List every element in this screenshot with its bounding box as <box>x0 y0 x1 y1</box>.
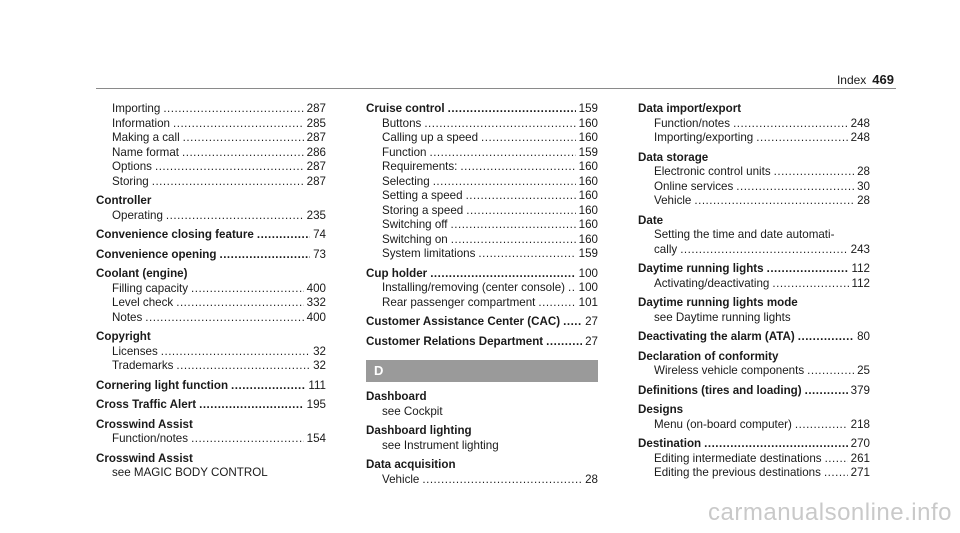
index-entry <box>366 102 598 117</box>
page-reference: 270 <box>850 437 870 450</box>
page-reference: 154 <box>306 432 326 445</box>
dot-leader <box>733 117 848 132</box>
index-subentry <box>96 359 326 374</box>
page-reference: 286 <box>306 145 326 159</box>
index-subentry <box>366 439 598 454</box>
page-number: 469 <box>872 72 894 87</box>
index-entry <box>638 151 870 166</box>
entry-label: Setting the time and date automati- <box>654 228 835 241</box>
entry-label: Function <box>382 145 427 159</box>
entry-label: Editing the previous destinations <box>654 466 821 479</box>
index-entry <box>96 267 326 282</box>
page-reference: 112 <box>851 262 870 275</box>
entry-label: Operating <box>112 208 163 222</box>
page-reference: 111 <box>308 378 326 392</box>
index-entry <box>96 228 326 243</box>
dot-leader <box>680 243 847 258</box>
entry-label: Crosswind Assist <box>96 417 193 431</box>
entry-label: Options <box>112 160 152 173</box>
index-subentry <box>638 452 870 467</box>
index-entry <box>638 403 870 418</box>
entry-label: Name format <box>112 145 180 159</box>
index-subentry <box>366 218 598 233</box>
entry-label: Editing intermediate destinations <box>654 451 822 465</box>
page-reference: 28 <box>585 472 598 486</box>
index-subentry <box>96 296 326 311</box>
index-subentry <box>638 117 870 132</box>
entry-label: Vehicle <box>654 194 692 207</box>
page-reference: 27 <box>585 315 598 328</box>
entry-label: Level check <box>112 296 174 309</box>
index-entry <box>366 315 598 330</box>
page-reference: 160 <box>578 218 598 231</box>
dot-leader <box>161 345 310 360</box>
index-column-2 <box>366 102 598 487</box>
entry-label: Notes <box>112 310 143 324</box>
dot-leader <box>807 364 854 379</box>
index-entry <box>638 350 870 365</box>
index-subentry <box>366 233 598 248</box>
entry-label: Function/notes <box>654 116 731 130</box>
entry-label: Calling up a speed <box>382 131 479 144</box>
index-subentry <box>366 281 598 296</box>
index-entry <box>638 330 870 345</box>
index-subentry <box>366 131 598 146</box>
index-entry <box>366 458 598 473</box>
index-subentry <box>366 146 598 161</box>
entry-label: Making a call <box>112 131 180 144</box>
dot-leader <box>191 432 304 447</box>
letter-heading-d: D <box>366 360 598 382</box>
entry-label: Crosswind Assist <box>96 451 193 465</box>
page-reference: 28 <box>857 165 870 178</box>
dot-leader <box>163 102 303 117</box>
dot-leader <box>568 281 576 296</box>
dot-leader <box>191 282 304 297</box>
header-rule <box>96 88 896 89</box>
dot-leader <box>145 311 303 326</box>
index-entry <box>638 262 870 277</box>
dot-leader <box>736 180 854 195</box>
page-reference: 248 <box>850 116 870 130</box>
index-entry <box>366 390 598 405</box>
index-subentry <box>366 189 598 204</box>
entry-label: Licenses <box>112 344 158 358</box>
index-entry <box>638 384 870 399</box>
entry-label: Vehicle <box>382 472 420 486</box>
page-reference: 159 <box>578 102 598 115</box>
dot-leader <box>774 165 854 180</box>
entry-label: Activating/deactivating <box>654 276 770 290</box>
page-reference: 159 <box>578 247 598 260</box>
index-subentry <box>638 364 870 379</box>
page-header <box>837 72 894 87</box>
dot-leader <box>199 398 304 413</box>
dot-leader <box>704 437 848 452</box>
page-reference: 379 <box>850 383 870 397</box>
dot-leader <box>429 146 575 161</box>
entry-label: Coolant (engine) <box>96 267 188 280</box>
index-subentry <box>638 165 870 180</box>
watermark: carmanualsonline.info <box>708 499 952 526</box>
page-reference: 25 <box>857 364 870 377</box>
entry-label: Trademarks <box>112 359 174 372</box>
index-subentry <box>638 228 870 243</box>
page-reference: 100 <box>578 281 598 294</box>
index-subentry <box>366 160 598 175</box>
dot-leader <box>448 102 576 117</box>
dot-leader <box>231 379 305 394</box>
entry-label: see Instrument lighting <box>382 438 499 452</box>
entry-label: Switching on <box>382 232 448 246</box>
dot-leader <box>798 330 854 345</box>
entry-label: Importing/exporting <box>654 131 754 144</box>
dot-leader <box>767 262 849 277</box>
dot-leader <box>824 466 848 481</box>
dot-leader <box>478 247 575 262</box>
dot-leader <box>424 117 575 132</box>
index-entry <box>96 248 326 263</box>
dot-leader <box>219 248 310 263</box>
index-subentry <box>96 146 326 161</box>
dot-leader <box>466 189 576 204</box>
entry-label: Data import/export <box>638 102 742 115</box>
page-reference: 218 <box>850 417 870 431</box>
page-reference: 287 <box>306 160 326 173</box>
page-reference: 160 <box>578 174 598 188</box>
index-subentry <box>96 102 326 117</box>
page-reference: 400 <box>306 310 326 324</box>
page-reference: 32 <box>313 344 326 358</box>
index-subentry <box>366 175 598 190</box>
page-reference: 28 <box>857 194 870 207</box>
entry-label: Rear passenger compartment <box>382 295 536 309</box>
page-reference: 160 <box>578 160 598 173</box>
dot-leader <box>430 267 575 282</box>
page-reference: 32 <box>313 359 326 372</box>
index-subentry <box>638 180 870 195</box>
index-subentry <box>638 466 870 481</box>
page-reference: 332 <box>306 296 326 309</box>
index-subentry <box>96 345 326 360</box>
dot-leader <box>257 228 310 243</box>
page-reference: 101 <box>578 295 598 309</box>
entry-label: Customer Assistance Center (CAC) <box>366 315 561 328</box>
entry-label: Information <box>112 116 170 130</box>
dot-leader <box>433 175 576 190</box>
index-entry <box>638 296 870 311</box>
dot-leader <box>756 131 847 146</box>
page-reference: 160 <box>578 189 598 202</box>
page-reference: 73 <box>313 247 326 261</box>
dot-leader <box>182 146 304 161</box>
index-subentry <box>96 432 326 447</box>
dot-leader <box>772 277 848 292</box>
entry-label: Menu (on-board computer) <box>654 417 792 431</box>
dot-leader <box>538 296 575 311</box>
entry-label: Copyright <box>96 330 151 343</box>
dot-leader <box>460 160 575 175</box>
index-subentry <box>366 405 598 420</box>
index-subentry <box>96 175 326 190</box>
entry-label: see Daytime running lights <box>654 310 791 324</box>
dot-leader <box>805 384 848 399</box>
entry-label: see Cockpit <box>382 404 443 418</box>
entry-label: Convenience closing feature <box>96 228 254 241</box>
entry-label: Storing a speed <box>382 203 464 217</box>
entry-label: Declaration of conformity <box>638 349 779 363</box>
index-subentry <box>96 311 326 326</box>
dot-leader <box>152 175 304 190</box>
index-subentry <box>638 243 870 258</box>
index-entry <box>96 398 326 413</box>
index-subentry <box>366 247 598 262</box>
entry-label: see MAGIC BODY CONTROL <box>112 466 268 479</box>
dot-leader <box>422 473 582 488</box>
entry-label: Dashboard lighting <box>366 424 472 437</box>
entry-label: Installing/removing (center console) <box>382 281 566 294</box>
page-reference: 159 <box>578 145 598 159</box>
index-subentry <box>96 466 326 481</box>
page-reference: 287 <box>306 131 326 144</box>
entry-label: cally <box>654 242 678 256</box>
index-subentry <box>638 311 870 326</box>
index-subentry <box>638 194 870 209</box>
index-entry <box>366 424 598 439</box>
index-entry <box>96 330 326 345</box>
index-subentry <box>366 296 598 311</box>
index-subentry <box>638 131 870 146</box>
entry-label: Cruise control <box>366 102 445 115</box>
index-entry <box>638 437 870 452</box>
entry-label: Buttons <box>382 116 422 130</box>
index-subentry <box>638 418 870 433</box>
entry-label: Designs <box>638 403 684 416</box>
entry-label: Convenience opening <box>96 247 217 261</box>
page-reference: 285 <box>306 116 326 130</box>
entry-label: Daytime running lights <box>638 262 764 275</box>
dot-leader <box>563 315 582 330</box>
entry-label: Data acquisition <box>366 458 456 471</box>
entry-label: Storing <box>112 174 149 188</box>
page-reference: 271 <box>850 466 870 479</box>
dot-leader <box>825 452 848 467</box>
page-reference: 160 <box>578 232 598 246</box>
page-reference: 27 <box>585 334 598 348</box>
entry-label: System limitations <box>382 247 476 260</box>
index-entry <box>96 418 326 433</box>
index-subentry <box>96 117 326 132</box>
entry-label: Customer Relations Department <box>366 334 544 348</box>
entry-label: Filling capacity <box>112 281 189 295</box>
dot-leader <box>451 218 576 233</box>
page-reference: 287 <box>306 102 326 115</box>
entry-label: Definitions (tires and loading) <box>638 383 802 397</box>
entry-label: Daytime running lights mode <box>638 296 798 309</box>
entry-label: Electronic control units <box>654 165 771 178</box>
index-subentry <box>366 473 598 488</box>
dot-leader <box>173 117 304 132</box>
entry-label: Cross Traffic Alert <box>96 398 197 411</box>
dot-leader <box>183 131 304 146</box>
dot-leader <box>176 359 310 374</box>
entry-label: Controller <box>96 194 152 207</box>
dot-leader <box>166 209 304 224</box>
dot-leader <box>155 160 304 175</box>
index-entry <box>366 335 598 350</box>
dot-leader <box>546 335 582 350</box>
index-entry <box>638 214 870 229</box>
entry-label: Dashboard <box>366 390 427 403</box>
entry-label: Cup holder <box>366 266 428 280</box>
index-entry <box>366 267 598 282</box>
page-reference: 160 <box>578 116 598 130</box>
entry-label: Requirements: <box>382 160 458 173</box>
entry-label: Deactivating the alarm (ATA) <box>638 330 795 343</box>
dot-leader <box>466 204 575 219</box>
index-entry <box>96 452 326 467</box>
page-reference: 235 <box>306 208 326 222</box>
section-title: Index <box>836 73 867 87</box>
index-entry <box>638 102 870 117</box>
index-subentry <box>96 160 326 175</box>
entry-label: Data storage <box>638 150 709 164</box>
dot-leader <box>795 418 848 433</box>
entry-label: Importing <box>112 102 161 115</box>
entry-label: Destination <box>638 437 702 450</box>
entry-label: Setting a speed <box>382 189 463 202</box>
index-column-3 <box>638 102 870 481</box>
index-entry <box>96 194 326 209</box>
entry-label: Date <box>638 213 664 227</box>
page-reference: 100 <box>578 266 598 280</box>
entry-label: Switching off <box>382 218 448 231</box>
page-reference: 287 <box>306 174 326 188</box>
page-reference: 112 <box>851 276 870 290</box>
index-subentry <box>366 117 598 132</box>
page-reference: 74 <box>313 228 326 241</box>
entry-label: Cornering light function <box>96 378 229 392</box>
dot-leader <box>176 296 303 311</box>
page-reference: 30 <box>857 179 870 193</box>
entry-label: Online services <box>654 179 734 193</box>
index-column-1 <box>96 102 326 481</box>
page-reference: 248 <box>850 131 870 144</box>
dot-leader <box>451 233 576 248</box>
page-reference: 160 <box>578 131 598 144</box>
dot-leader <box>694 194 854 209</box>
entry-label: Wireless vehicle components <box>654 364 805 377</box>
index-subentry <box>96 131 326 146</box>
dot-leader <box>481 131 576 146</box>
index-subentry <box>638 277 870 292</box>
index-entry <box>96 379 326 394</box>
page-reference: 261 <box>850 451 870 465</box>
index-subentry <box>96 282 326 297</box>
entry-label: Function/notes <box>112 432 189 445</box>
page-reference: 80 <box>857 330 870 343</box>
page-reference: 195 <box>306 398 326 411</box>
page-reference: 400 <box>306 281 326 295</box>
page-reference: 160 <box>578 203 598 217</box>
index-subentry <box>366 204 598 219</box>
index-subentry <box>96 209 326 224</box>
entry-label: Selecting <box>382 174 430 188</box>
page-reference: 243 <box>850 242 870 256</box>
